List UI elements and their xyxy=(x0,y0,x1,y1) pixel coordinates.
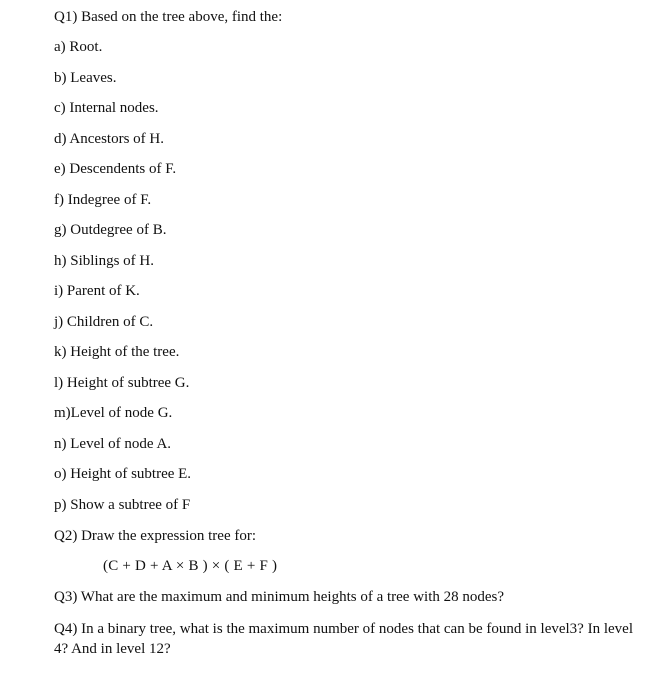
q1-item-f: f) Indegree of F. xyxy=(54,192,152,208)
q2-heading: Q2) Draw the expression tree for: xyxy=(54,528,257,544)
q3-text: Q3) What are the maximum and minimum heights of a tree with 28 nodes? xyxy=(54,589,505,605)
q1-item-g: g) Outdegree of B. xyxy=(54,222,167,238)
q1-item-i: i) Parent of K. xyxy=(54,283,140,299)
q1-item-a: a) Root. xyxy=(54,39,103,55)
q1-item-b: b) Leaves. xyxy=(54,70,117,86)
q1-item-l: l) Height of subtree G. xyxy=(54,375,190,391)
q1-heading: Q1) Based on the tree above, find the: xyxy=(54,9,283,25)
q1-item-c: c) Internal nodes. xyxy=(54,100,159,116)
q1-item-e: e) Descendents of F. xyxy=(54,161,177,177)
q1-item-o: o) Height of subtree E. xyxy=(54,466,192,482)
q4-text: Q4) In a binary tree, what is the maximum number of nodes that can be found in level3? In level 4? And in level 12? xyxy=(54,621,633,657)
q1-item-k: k) Height of the tree. xyxy=(54,344,180,360)
q1-item-n: n) Level of node A. xyxy=(54,436,172,452)
q1-item-h: h) Siblings of H. xyxy=(54,253,155,269)
q1-item-m: m)Level of node G. xyxy=(54,405,173,421)
q1-item-d: d) Ancestors of H. xyxy=(54,131,164,147)
q2-expression: (C + D + A × B ) × ( E + F ) xyxy=(103,558,278,574)
q1-item-p: p) Show a subtree of F xyxy=(54,497,191,513)
q1-item-j: j) Children of C. xyxy=(54,314,154,330)
